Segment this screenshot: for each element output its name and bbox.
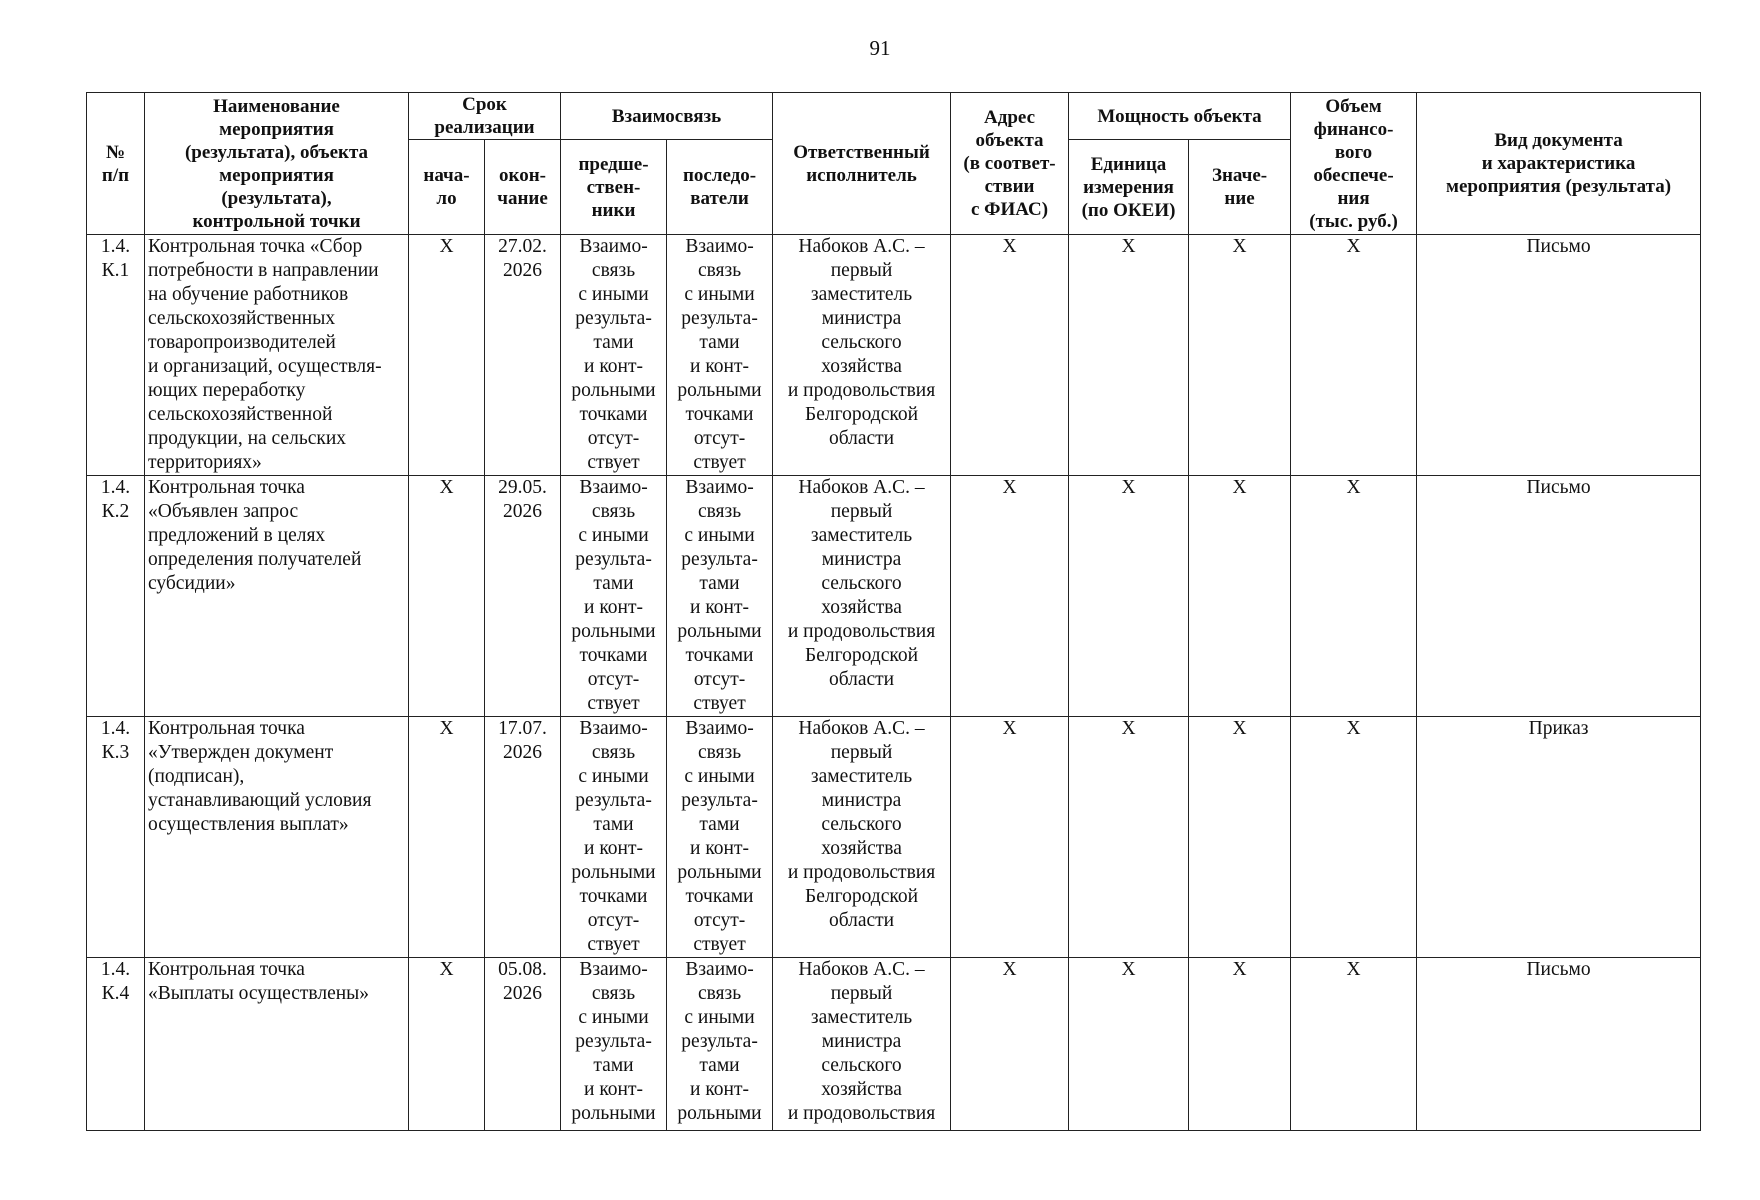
row-address: X (951, 235, 1069, 476)
row-address: X (951, 958, 1069, 1131)
text-line: тами (699, 332, 740, 353)
text-line: «Выплаты осуществлены» (148, 983, 370, 1004)
row-finance: X (1291, 717, 1417, 958)
row-num (87, 476, 145, 717)
text-line: Взаимо- (685, 718, 754, 739)
row-doc-type: Письмо (1417, 476, 1701, 717)
text-line: точками (685, 645, 754, 666)
text-line: и конт- (690, 1079, 750, 1100)
text-line: отсут- (587, 910, 640, 931)
text-line: области (828, 428, 895, 449)
text-line: 1.4. (100, 718, 131, 739)
page-number: 91 (869, 36, 891, 60)
header-relation (561, 93, 773, 140)
text-line: тами (593, 1055, 634, 1076)
header-capacity (1069, 93, 1291, 140)
text-line: Мощность объекта (1097, 105, 1262, 127)
row-doc-type: Письмо (1417, 958, 1701, 1131)
header-relation-prev (561, 140, 667, 235)
header-name (145, 93, 409, 235)
row-end (485, 958, 561, 1131)
text-line: чание (497, 188, 548, 209)
text-line: точками (579, 886, 648, 907)
text-line: ники (591, 199, 636, 221)
text-line: измерения (1083, 176, 1174, 198)
text-line: обеспече- (1313, 164, 1394, 186)
text-line: заместитель (810, 766, 913, 787)
text-line: Вид документа (1494, 130, 1623, 151)
row-prev (561, 717, 667, 958)
row-num (87, 235, 145, 476)
text-line: (результата), (221, 187, 332, 209)
text-line: 2026 (503, 260, 542, 281)
text-line: и продовольствия (787, 1103, 936, 1124)
text-line: министра (821, 1031, 902, 1052)
text-line: (подписан), (148, 766, 245, 787)
row-end (485, 235, 561, 476)
text-line: контрольной точки (192, 210, 361, 232)
text-line: министра (821, 790, 902, 811)
text-line: отсут- (587, 669, 640, 690)
text-line: К.1 (101, 260, 130, 281)
text-line: ствует (693, 693, 746, 714)
header-term-start (409, 140, 485, 235)
text-line: Контрольная точка «Сбор (148, 236, 363, 257)
header-term-end (485, 140, 561, 235)
text-line: ватели (690, 188, 749, 209)
row-value: X (1189, 717, 1291, 958)
row-next (667, 717, 773, 958)
text-line: предше- (578, 153, 649, 175)
text-line: и конт- (584, 356, 644, 377)
row-value: X (1189, 235, 1291, 476)
text-line: заместитель (810, 1007, 913, 1028)
text-line: п/п (101, 164, 130, 186)
row-end (485, 476, 561, 717)
text-line: К.4 (101, 983, 130, 1004)
text-line: Набоков А.С. – (798, 236, 925, 257)
text-line: тами (699, 1055, 740, 1076)
text-line: Наименование (213, 95, 340, 117)
text-line: Набоков А.С. – (798, 477, 925, 498)
row-doc-type: Приказ (1417, 717, 1701, 958)
text-line: финансо- (1313, 118, 1394, 140)
header-term (409, 93, 561, 140)
row-prev (561, 958, 667, 1131)
text-line: результа- (681, 308, 758, 329)
text-line: (в соответ- (963, 153, 1056, 174)
row-responsible (773, 476, 951, 717)
text-line: Объем (1325, 95, 1382, 117)
text-line: рольными (677, 862, 762, 883)
text-line: ствен- (586, 176, 641, 198)
text-line: рольными (677, 380, 762, 401)
text-line: заместитель (810, 525, 913, 546)
text-line: Контрольная точка (148, 477, 305, 498)
text-line: с иными (684, 1007, 755, 1028)
text-line: «Утвержден документ (148, 742, 334, 763)
text-line: мероприятия (219, 118, 334, 140)
text-line: ствует (693, 452, 746, 473)
table-row (87, 235, 1701, 476)
text-line: Адрес (984, 107, 1036, 128)
text-line: тами (593, 332, 634, 353)
text-line: Белгородской (805, 886, 919, 907)
text-line: с ФИАС) (970, 199, 1049, 220)
text-line: точками (579, 645, 648, 666)
row-finance: X (1291, 235, 1417, 476)
text-line: определения получателей (148, 549, 362, 570)
row-address: X (951, 717, 1069, 958)
text-line: Взаимо- (685, 477, 754, 498)
row-num (87, 717, 145, 958)
text-line: связь (697, 742, 742, 763)
row-next (667, 476, 773, 717)
text-line: Взаимо- (579, 236, 648, 257)
text-line: отсут- (693, 910, 746, 931)
text-line: Ответственный (793, 141, 930, 163)
text-line: ющих переработку (148, 380, 306, 401)
text-line: первый (830, 983, 893, 1004)
text-line: сельского (821, 573, 902, 594)
text-line: хозяйства (821, 838, 902, 859)
text-line: и организаций, осуществля- (148, 356, 382, 377)
row-start: X (409, 476, 485, 717)
text-line: Белгородской (805, 645, 919, 666)
text-line: связь (591, 501, 636, 522)
text-line: реализации (434, 117, 535, 138)
text-line: и продовольствия (787, 621, 936, 642)
text-line: потребности в направлении (148, 260, 379, 281)
text-line: отсут- (587, 428, 640, 449)
text-line: ло (436, 188, 457, 209)
text-line: мероприятия (результата) (1446, 176, 1672, 197)
text-line: области (828, 910, 895, 931)
text-line: первый (830, 260, 893, 281)
text-line: точками (685, 404, 754, 425)
text-line: 05.08. (498, 959, 547, 980)
text-line: сельского (821, 814, 902, 835)
text-line: тами (593, 573, 634, 594)
text-line: 17.07. (498, 718, 547, 739)
text-line: и конт- (690, 356, 750, 377)
text-line: результа- (575, 308, 652, 329)
text-line: мероприятия (219, 164, 334, 186)
text-line: вого (1334, 141, 1373, 163)
text-line: Взаимо- (579, 959, 648, 980)
text-line: ния (1337, 187, 1370, 209)
text-line: связь (697, 501, 742, 522)
text-line: заместитель (810, 284, 913, 305)
text-line: и продовольствия (787, 380, 936, 401)
header-responsible (773, 93, 951, 235)
text-line: (по ОКЕИ) (1081, 199, 1176, 221)
text-line: с иными (684, 766, 755, 787)
row-num (87, 958, 145, 1131)
row-name (145, 476, 409, 717)
row-prev (561, 476, 667, 717)
row-next (667, 958, 773, 1131)
text-line: отсут- (693, 428, 746, 449)
text-line: (результата), объекта (184, 141, 369, 163)
text-line: Взаимо- (685, 236, 754, 257)
row-start: X (409, 958, 485, 1131)
row-unit: X (1069, 476, 1189, 717)
text-line: предложений в целях (148, 525, 326, 546)
text-line: нача- (423, 165, 470, 186)
row-unit: X (1069, 717, 1189, 958)
table-body (87, 235, 1701, 1131)
row-unit: X (1069, 958, 1189, 1131)
row-next (667, 235, 773, 476)
events-table (86, 92, 1701, 1131)
text-line: Взаимо- (579, 718, 648, 739)
text-line: исполнитель (806, 164, 917, 186)
text-line: Срок (462, 94, 507, 115)
text-line: 2026 (503, 742, 542, 763)
text-line: и конт- (584, 1079, 644, 1100)
text-line: 1.4. (100, 477, 131, 498)
text-line: Взаимосвязь (611, 105, 722, 127)
text-line: 29.05. (498, 477, 547, 498)
text-line: сельскохозяйственной (148, 404, 333, 425)
text-line: ствует (587, 452, 640, 473)
text-line: тами (699, 573, 740, 594)
header-doc-type (1417, 93, 1701, 235)
text-line: 2026 (503, 501, 542, 522)
text-line: рольными (571, 621, 656, 642)
header-unit (1069, 140, 1189, 235)
text-line: с иными (578, 1007, 649, 1028)
text-line: (тыс. руб.) (1309, 210, 1398, 232)
text-line: и конт- (584, 597, 644, 618)
text-line: с иными (684, 284, 755, 305)
text-line: с иными (578, 284, 649, 305)
row-start: X (409, 717, 485, 958)
text-line: Единица (1090, 153, 1167, 175)
text-line: Значе- (1211, 165, 1268, 186)
text-line: результа- (681, 790, 758, 811)
row-address: X (951, 476, 1069, 717)
text-line: рольными (571, 862, 656, 883)
row-finance: X (1291, 476, 1417, 717)
text-line: Взаимо- (685, 959, 754, 980)
text-line: «Объявлен запрос (148, 501, 299, 522)
row-unit: X (1069, 235, 1189, 476)
text-line: Контрольная точка (148, 718, 305, 739)
text-line: с иными (578, 525, 649, 546)
text-line: 1.4. (100, 236, 131, 257)
text-line: связь (697, 260, 742, 281)
row-responsible (773, 717, 951, 958)
text-line: рольными (677, 1103, 762, 1124)
text-line: и конт- (690, 597, 750, 618)
text-line: отсут- (693, 669, 746, 690)
text-line: связь (591, 260, 636, 281)
row-start: X (409, 235, 485, 476)
text-line: связь (697, 983, 742, 1004)
text-line: хозяйства (821, 1079, 902, 1100)
text-line: товаропроизводителей (148, 332, 336, 353)
text-line: и продовольствия (787, 862, 936, 883)
header-num (87, 93, 145, 235)
text-line: с иными (684, 525, 755, 546)
text-line: и конт- (690, 838, 750, 859)
text-line: тами (593, 814, 634, 835)
row-name (145, 958, 409, 1131)
text-line: результа- (575, 790, 652, 811)
text-line: 27.02. (498, 236, 547, 257)
text-line: территориях» (148, 452, 262, 473)
text-line: Взаимо- (579, 477, 648, 498)
text-line: первый (830, 742, 893, 763)
text-line: Набоков А.С. – (798, 959, 925, 980)
text-line: области (828, 669, 895, 690)
text-line: точками (579, 404, 648, 425)
row-value: X (1189, 476, 1291, 717)
text-line: и конт- (584, 838, 644, 859)
header-value (1189, 140, 1291, 235)
text-line: хозяйства (821, 597, 902, 618)
text-line: ствии (984, 176, 1035, 197)
text-line: связь (591, 983, 636, 1004)
text-line: с иными (578, 766, 649, 787)
text-line: ние (1224, 188, 1255, 209)
text-line: результа- (575, 549, 652, 570)
text-line: рольными (677, 621, 762, 642)
row-name (145, 235, 409, 476)
text-line: результа- (575, 1031, 652, 1052)
row-doc-type: Письмо (1417, 235, 1701, 476)
text-line: министра (821, 549, 902, 570)
text-line: рольными (571, 1103, 656, 1124)
text-line: связь (591, 742, 636, 763)
text-line: сельскохозяйственных (148, 308, 336, 329)
text-line: точками (685, 886, 754, 907)
header-address (951, 93, 1069, 235)
text-line: хозяйства (821, 356, 902, 377)
text-line: окон- (499, 165, 546, 186)
text-line: ствует (587, 934, 640, 955)
text-line: первый (830, 501, 893, 522)
row-finance: X (1291, 958, 1417, 1131)
text-line: устанавливающий условия (148, 790, 372, 811)
text-line: Контрольная точка (148, 959, 305, 980)
text-line: последо- (682, 165, 757, 186)
row-responsible (773, 958, 951, 1131)
text-line: рольными (571, 380, 656, 401)
text-line: объекта (975, 130, 1044, 151)
text-line: субсидии» (148, 573, 236, 594)
row-name (145, 717, 409, 958)
text-line: результа- (681, 1031, 758, 1052)
text-line: № (105, 141, 126, 163)
text-line: сельского (821, 1055, 902, 1076)
text-line: осуществления выплат» (148, 814, 349, 835)
text-line: ствует (693, 934, 746, 955)
table-row (87, 958, 1701, 1131)
row-end (485, 717, 561, 958)
row-value: X (1189, 958, 1291, 1131)
header-finance (1291, 93, 1417, 235)
text-line: 1.4. (100, 959, 131, 980)
text-line: продукции, на сельских (148, 428, 347, 449)
text-line: и характеристика (1481, 153, 1636, 174)
text-line: 2026 (503, 983, 542, 1004)
text-line: Белгородской (805, 404, 919, 425)
text-line: на обучение работников (148, 284, 349, 305)
text-line: К.3 (101, 742, 130, 763)
text-line: К.2 (101, 501, 130, 522)
header-relation-next (667, 140, 773, 235)
row-prev (561, 235, 667, 476)
table-header (87, 93, 1701, 235)
text-line: министра (821, 308, 902, 329)
row-responsible (773, 235, 951, 476)
text-line: сельского (821, 332, 902, 353)
table-row (87, 476, 1701, 717)
text-line: ствует (587, 693, 640, 714)
table-row (87, 717, 1701, 958)
text-line: результа- (681, 549, 758, 570)
text-line: тами (699, 814, 740, 835)
text-line: Набоков А.С. – (798, 718, 925, 739)
